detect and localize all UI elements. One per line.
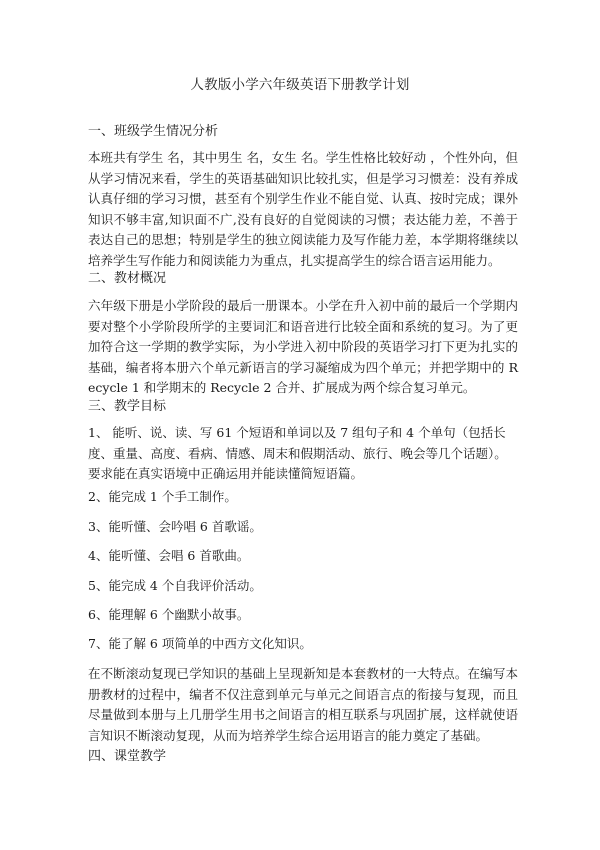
section-paragraph-textbook-overview: 六年级下册是小学阶段的最后一册课本。小学在升入初中前的最后一个学期内要对整个小学阶段所学的主要词汇和语音进行比较全面和系统的复习。为了更加符合这一学期的教学实际，为小学进入初中阶段的英语学习打下更为扎实的基础，编者将本册六个单元新语言的学习凝缩成为四个单元；并把学期中的 Recycle 1 和学期末的 Recycle 2 合并、扩展成为两个综合复习单元。 [88,298,518,395]
document-title: 人教版小学六年级英语下册教学计划 [190,77,410,93]
goal-item: 3、能听懂、会吟唱 6 首歌谣。 [88,519,262,534]
goal-item: 1、 能听、说、读、写 61 个短语和单词以及 7 组句子和 4 个单句（包括长度、重量、高度、看病、情感、周末和假期活动、旅行、晚会等几个话题）。要求能在真实语境中正确运用并能读懂简短语篇。 [88,425,507,481]
section-heading-classroom-teaching: 四、课堂教学 [88,749,167,764]
goal-item: 4、能听懂、会唱 6 首歌曲。 [88,548,250,563]
goal-item: 2、能完成 1 个手工制作。 [88,489,237,504]
goal-item: 7、能了解 6 项简单的中西方文化知识。 [88,636,312,651]
goal-item: 6、能理解 6 个幽默小故事。 [88,607,250,622]
section-paragraph-teaching-goals: 在不断滚动复现已学知识的基础上呈现新知是本套教材的一大特点。在编写本册教材的过程中，编者不仅注意到单元与单元之间语言点的衔接与复现，而且尽量做到本册与上几册学生用书之间语言的相互联系与巩固扩展，这样就使语言知识不断滚动复现，从而为培养学生综合运用语言的能力奠定了基础。 [88,666,518,743]
section-heading-class-analysis: 一、班级学生情况分析 [88,124,219,139]
goal-item: 5、能完成 4 个自我评价活动。 [88,578,262,593]
section-heading-teaching-goals: 三、教学目标 [88,399,167,414]
section-paragraph-class-analysis: 本班共有学生 名，其中男生 名，女生 名。学生性格比较好动 ，个性外向，但从学习情况来看，学生的英语基础知识比较扎实，但是学习习惯差：没有养成认真仔细的学习习惯，甚至有个别学生作业不能自觉、认真、按时完成；课外知识不够丰富,知识面不广,没有良好的自觉阅读的习惯；表达能力差，不善于表达自己的思想；特别是学生的独立阅读能力及写作能力差，本学期将继续以培养学生写作能力和阅读能力为重点，扎实提高学生的综合语言运用能力。 [88,150,518,268]
section-heading-textbook-overview: 二、教材概况 [88,271,167,286]
